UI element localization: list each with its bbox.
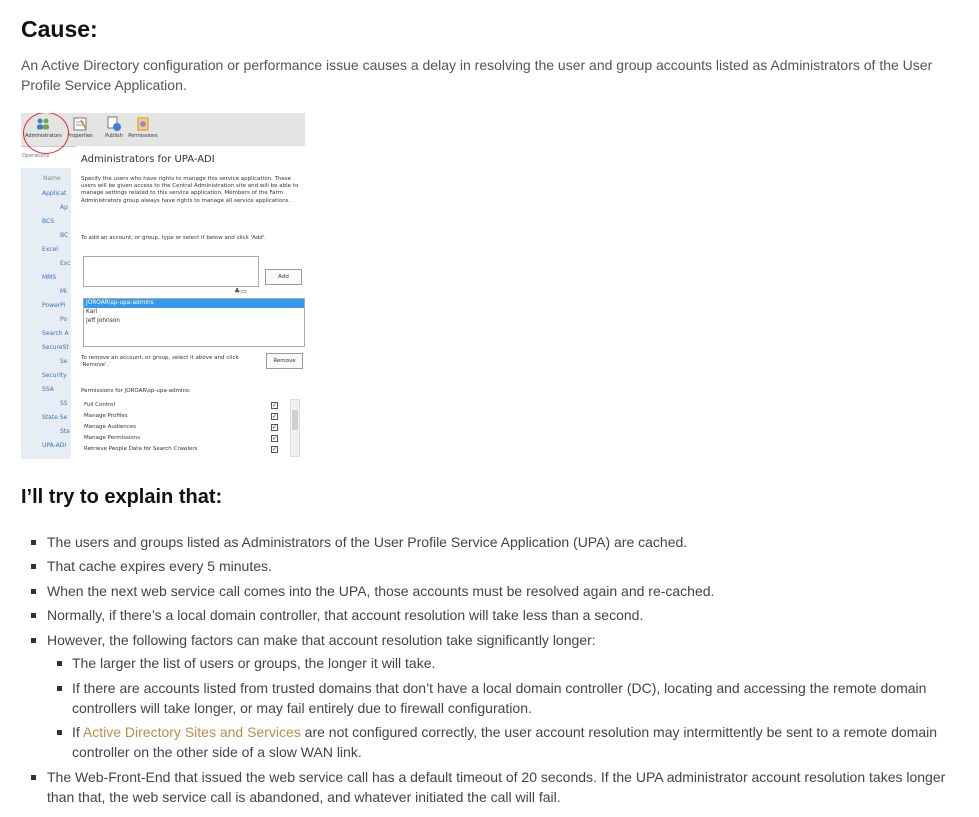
dialog-title: Administrators for UPA-ADI [81,154,215,165]
permission-item: Manage Permissions [84,435,141,441]
list-item: The Web-Front-End that issued the web service call has a default timeout of 20 seconds. If the UPA administrator account resolution takes longer than that, the web service call is abandoned, and whatever initiated the call will fail. [21,767,956,807]
ribbon-label: Administrators [25,133,62,139]
cause-paragraph: An Active Directory configuration or performance issue causes a delay in resolving the user and group accounts listed as Administrators of the User Profile Service Application. [21,57,933,93]
left-nav-item: Name [43,175,61,182]
permissions-scrollbar [290,399,300,457]
left-nav-item: Se [60,358,68,365]
remove-hint: To remove an account, or group, select it above and click 'Remove'. [81,355,239,369]
checkbox-checked: ✓ [272,446,278,453]
explain-heading: I’ll try to explain that: [21,486,223,508]
sub-list [47,653,956,762]
list-item: That cache expires every 5 minutes. [21,556,956,576]
checkbox-checked: ✓ [272,424,278,431]
left-nav-item: Mi [60,288,67,295]
ribbon-label: Properties [67,133,93,139]
list-item-text: However, the following factors can make that account resolution take significantly longer: [47,631,596,648]
sub-list-item: The larger the list of users or groups, the longer it will take. [47,653,956,673]
left-nav-item: MMS [42,274,57,281]
remove-button: Remove [266,353,303,369]
account-input [83,256,259,287]
left-nav-item: BCS [42,218,55,225]
left-nav-item: PowerPi [42,302,66,309]
annotation-circle [23,113,69,154]
left-nav-item: Applicat [42,190,67,197]
left-nav-item: Exc [60,260,71,267]
account-item: JOROAR\sp-upa-admins [84,299,304,308]
ribbon-label: Permissions [128,133,158,139]
left-nav-item: Ap [60,204,68,211]
left-nav-item: Excel [42,246,58,253]
left-nav-item: SS [60,400,68,407]
account-item: Karl [86,308,98,315]
permissions-icon [135,116,151,132]
check-names-icon: ♣▭ [234,287,247,295]
list-item: The users and groups listed as Administrators of the User Profile Service Application (UPA) are cached. [21,532,956,552]
add-button: Add [265,269,302,285]
left-nav-item: UPA-ADI [42,442,67,449]
ribbon [21,113,305,147]
permission-item: Manage Profiles [84,413,128,419]
publish-icon [106,116,122,132]
left-nav [21,168,71,459]
permission-item: Retrieve People Data for Search Crawlers [84,446,198,452]
administrators-screenshot [21,113,305,459]
left-nav-item: State Se [42,414,68,421]
dialog-description: Specify the users who have rights to manage this service application. These users will be given access to the Central Administration site and will be able to manage settings related to this service application. Members of the Farm Administrators group always have rights to manage all service applications. [81,176,299,204]
sub-item-prefix: If [72,724,80,741]
left-nav-item: SecureSt [42,344,69,351]
left-nav-item: Security [42,372,67,379]
left-nav-item: BC [60,232,69,239]
permissions-heading: Permissions for JOROAR\sp-upa-admins: [81,388,191,394]
sub-list-item [47,722,956,762]
accounts-list [83,298,305,347]
properties-icon [72,116,88,132]
sub-item-suffix: are not configured correctly, the user account resolution may intermittently be sent to a remote domain controller on the other side of a slow WAN link. [72,724,938,761]
explanation-list [21,532,956,811]
list-item: Normally, if there’s a local domain controller, that account resolution will take less than a second. [21,605,956,625]
left-nav-item: Po [60,316,68,323]
checkbox-checked: ✓ [272,413,278,420]
scrollbar-thumb [292,410,298,430]
list-item: When the next web service call comes into the UPA, those accounts must be resolved again and re-cached. [21,581,956,601]
left-nav-item: SSA [42,386,54,393]
ribbon-permissions [125,115,161,139]
add-hint: To add an account, or group, type or select it below and click 'Add'. [81,235,266,241]
left-nav-item: Sta [60,428,70,435]
ribbon-label: Publish [105,133,123,139]
sub-list-item: If there are accounts listed from trusted domains that don’t have a local domain controller (DC), locating and accessing the remote domain controllers will take longer, or may fail entirely due to firewall configuration. [47,678,956,718]
list-item [21,630,956,763]
cause-heading: Cause: [21,16,98,42]
permission-item: Manage Audiences [84,424,137,430]
account-item: Jeff Johnson [86,317,120,324]
left-nav-item: Search A [42,330,69,337]
permission-item: Full Control [84,402,116,408]
operations-label: Operations [22,153,50,159]
checkbox-checked: ✓ [272,402,278,409]
ad-sites-services-link[interactable]: Active Directory Sites and Services [82,724,301,741]
checkbox-checked: ✓ [272,435,278,442]
administrators-dialog [76,146,305,459]
